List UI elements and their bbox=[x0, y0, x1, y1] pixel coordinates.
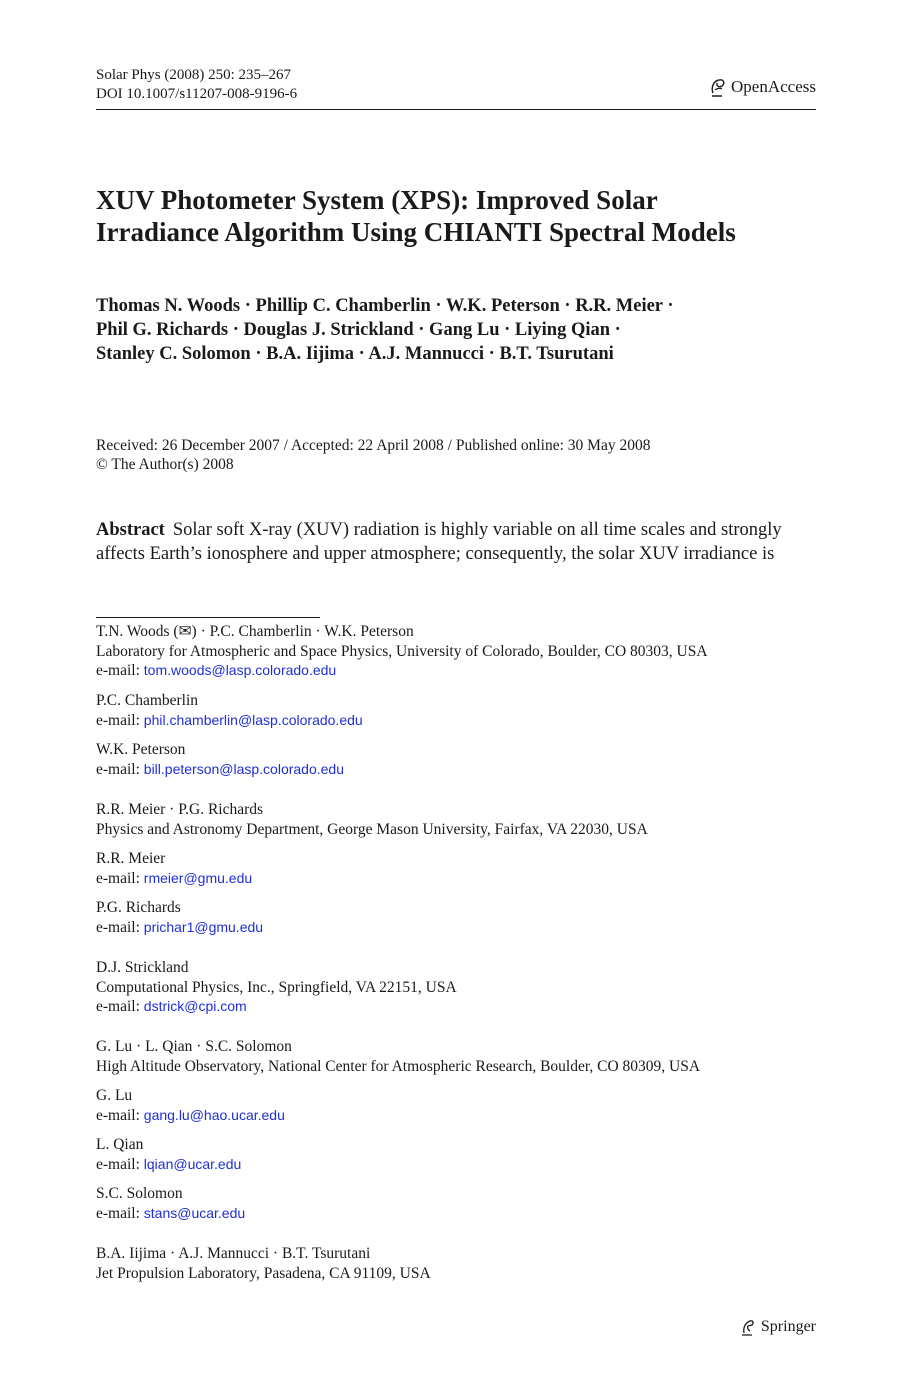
email-label: e-mail: bbox=[96, 1204, 144, 1222]
email-link[interactable]: phil.chamberlin@lasp.colorado.edu bbox=[143, 711, 363, 728]
affiliation-address: High Altitude Observatory, National Center for Atmospheric Research, Boulder, CO 80309, USA bbox=[96, 1057, 701, 1075]
publisher-name: Springer bbox=[760, 1318, 816, 1335]
affiliation-names: G. Lu · L. Qian · S.C. Solomon bbox=[96, 1038, 292, 1055]
title-line: Irradiance Algorithm Using CHIANTI Spectral Models bbox=[96, 217, 736, 247]
publisher-logo bbox=[739, 1317, 816, 1337]
affiliation-block bbox=[96, 1086, 816, 1125]
affiliation-block bbox=[96, 740, 816, 779]
open-access-icon bbox=[708, 76, 728, 98]
affiliation-names: B.A. Iijima · A.J. Mannucci · B.T. Tsurutani bbox=[96, 1245, 371, 1262]
email-label: e-mail: bbox=[96, 711, 144, 729]
affiliation-names: L. Qian bbox=[96, 1136, 144, 1153]
affiliation-block bbox=[96, 958, 816, 1017]
affiliation-address: Physics and Astronomy Department, George Mason University, Fairfax, VA 22030, USA bbox=[96, 820, 648, 838]
affiliation-block bbox=[96, 849, 816, 888]
footnote-rule bbox=[96, 617, 320, 618]
email-label: e-mail: bbox=[96, 760, 144, 778]
affiliation-names: P.G. Richards bbox=[96, 899, 181, 916]
title-line: XUV Photometer System (XPS): Improved Solar bbox=[96, 185, 658, 215]
affiliation-block bbox=[96, 622, 816, 681]
affiliation-block bbox=[96, 1244, 816, 1283]
affiliation-names: T.N. Woods (✉) · P.C. Chamberlin · W.K. Peterson bbox=[96, 623, 414, 640]
affiliation-names: R.R. Meier · P.G. Richards bbox=[96, 801, 264, 818]
affiliation-names: W.K. Peterson bbox=[96, 741, 186, 758]
publication-dates bbox=[96, 436, 816, 474]
copyright-line: © The Author(s) 2008 bbox=[96, 456, 234, 473]
header-rule bbox=[96, 109, 816, 110]
email-link[interactable]: prichar1@gmu.edu bbox=[143, 918, 264, 935]
email-label: e-mail: bbox=[96, 662, 144, 679]
affiliation-names: G. Lu bbox=[96, 1087, 133, 1104]
affiliation-block bbox=[96, 1184, 816, 1223]
email-link[interactable]: dstrick@cpi.com bbox=[143, 998, 247, 1014]
affiliation-names: R.R. Meier bbox=[96, 850, 166, 867]
abstract-text: Solar soft X-ray (XUV) radiation is highly variable on all time scales and strongly bbox=[172, 520, 782, 540]
email-label: e-mail: bbox=[96, 918, 144, 936]
page-header bbox=[96, 66, 816, 110]
email-label: e-mail: bbox=[96, 1106, 144, 1124]
doi-line: DOI 10.1007/s11207-008-9196-6 bbox=[96, 86, 298, 102]
dates-line: Received: 26 December 2007 / Accepted: 22 April 2008 / Published online: 30 May 2008 bbox=[96, 437, 651, 454]
abstract-label: Abstract bbox=[96, 520, 165, 540]
abstract-text: affects Earth’s ionosphere and upper atmosphere; consequently, the solar XUV irradiance is bbox=[96, 544, 775, 564]
journal-line: Solar Phys (2008) 250: 235–267 bbox=[96, 67, 291, 83]
affiliation-block bbox=[96, 898, 816, 937]
affiliation-address: Laboratory for Atmospheric and Space Physics, University of Colorado, Boulder, CO 80303, USA bbox=[96, 642, 708, 660]
paper-title bbox=[96, 184, 816, 248]
author-line: Phil G. Richards · Douglas J. Strickland · Gang Lu · Liying Qian · bbox=[96, 320, 621, 340]
author-line: Stanley C. Solomon · B.A. Iijima · A.J. Mannucci · B.T. Tsurutani bbox=[96, 344, 614, 364]
email-link[interactable]: lqian@ucar.edu bbox=[143, 1155, 242, 1172]
email-label: e-mail: bbox=[96, 869, 144, 887]
affiliation-block bbox=[96, 1135, 816, 1174]
open-access-badge bbox=[708, 76, 816, 98]
affiliation-block bbox=[96, 800, 816, 839]
open-access-label: OpenAccess bbox=[731, 77, 816, 96]
author-line: Thomas N. Woods · Phillip C. Chamberlin · W.K. Peterson · R.R. Meier · bbox=[96, 296, 674, 316]
email-link[interactable]: bill.peterson@lasp.colorado.edu bbox=[143, 760, 345, 777]
affiliation-names: S.C. Solomon bbox=[96, 1185, 183, 1202]
affiliation-block bbox=[96, 1037, 816, 1076]
email-label: e-mail: bbox=[96, 1155, 144, 1173]
affiliation-names: P.C. Chamberlin bbox=[96, 692, 199, 709]
affiliation-names: D.J. Strickland bbox=[96, 959, 189, 976]
affiliation-block bbox=[96, 691, 816, 730]
affiliation-address: Jet Propulsion Laboratory, Pasadena, CA 91109, USA bbox=[96, 1264, 431, 1282]
author-list bbox=[96, 294, 816, 366]
email-link[interactable]: gang.lu@hao.ucar.edu bbox=[143, 1106, 285, 1123]
email-link[interactable]: tom.woods@lasp.colorado.edu bbox=[143, 662, 337, 678]
affiliation-address: Computational Physics, Inc., Springfield, VA 22151, USA bbox=[96, 978, 457, 996]
email-link[interactable]: rmeier@gmu.edu bbox=[143, 869, 253, 886]
email-link[interactable]: stans@ucar.edu bbox=[143, 1204, 246, 1221]
email-label: e-mail: bbox=[96, 998, 144, 1015]
springer-horse-icon bbox=[739, 1317, 757, 1337]
abstract bbox=[96, 518, 816, 566]
